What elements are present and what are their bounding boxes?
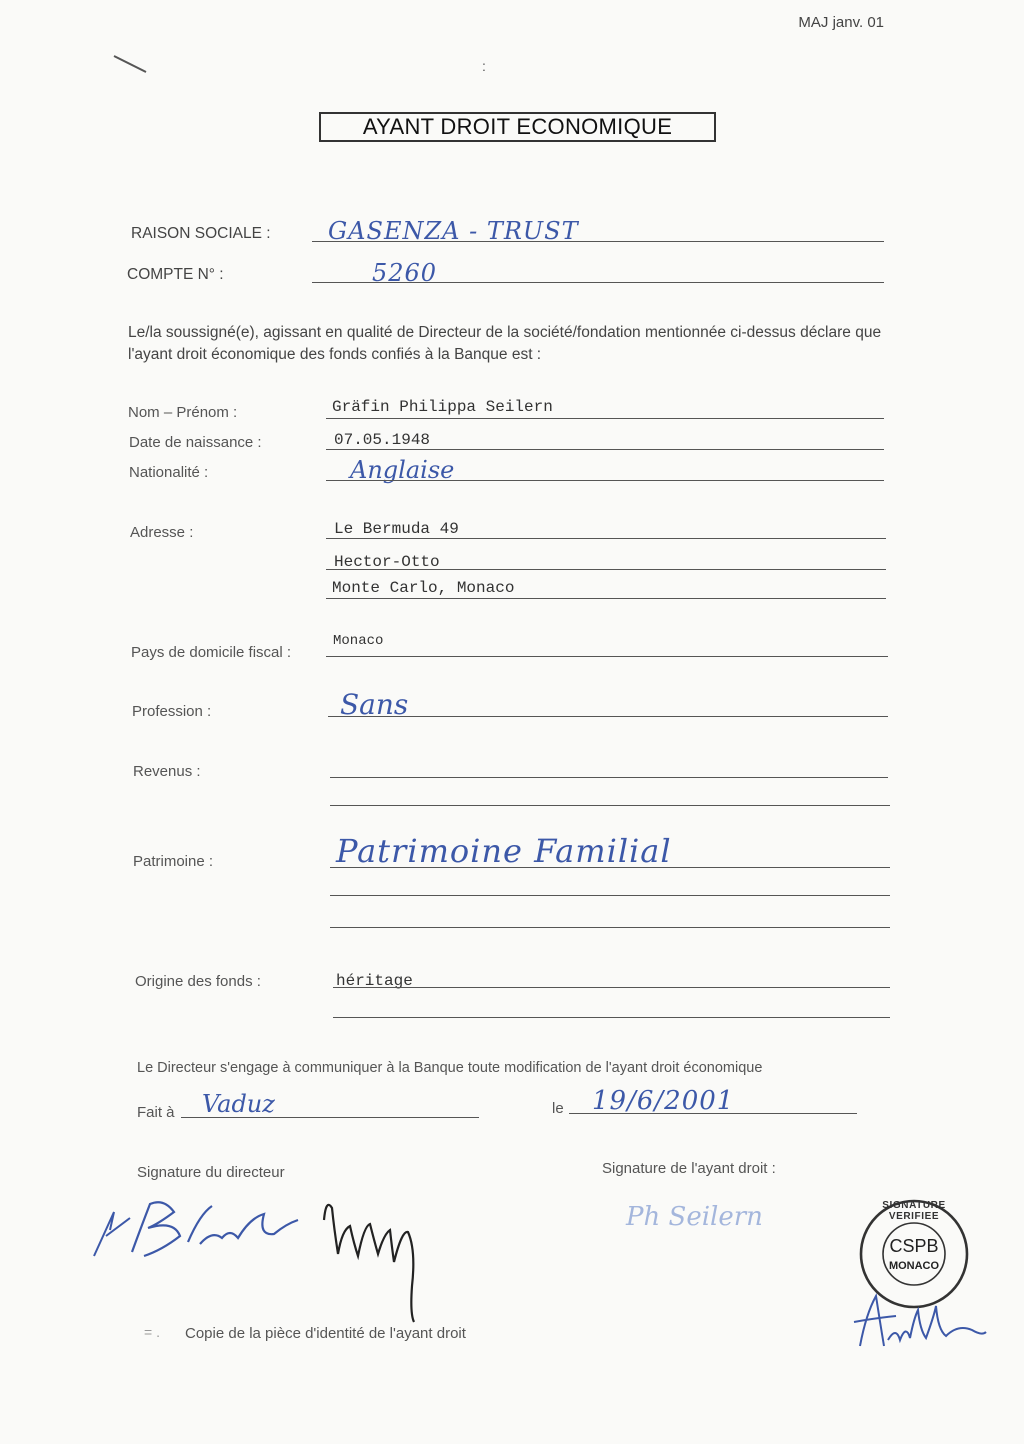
pays-line <box>326 656 888 657</box>
patrimoine-line1 <box>330 867 890 868</box>
compte-value: 5260 <box>372 259 438 287</box>
adresse-label: Adresse : <box>130 524 194 541</box>
director-signature-label: Signature du directeur <box>137 1164 285 1181</box>
fait-label: Fait à <box>137 1104 175 1121</box>
raison-sociale-value: GASENZA - TRUST <box>328 217 579 245</box>
pays-label: Pays de domicile fiscal : <box>131 644 292 661</box>
stamp-sub-text: MONACO <box>888 1260 940 1272</box>
raison-sociale-label: RAISON SOCIALE : <box>131 225 271 242</box>
adresse-line3-value: Monte Carlo, Monaco <box>332 579 515 597</box>
fait-line <box>181 1117 479 1118</box>
adresse-line3 <box>326 598 886 599</box>
origine-line2 <box>333 1017 890 1018</box>
nom-value: Gräfin Philippa Seilern <box>332 398 553 416</box>
document-title: AYANT DROIT ECONOMIQUE <box>319 112 716 142</box>
nationalite-value: Anglaise <box>350 456 455 484</box>
compte-label: COMPTE N° : <box>127 266 224 283</box>
checkbox-mark: = . <box>144 1324 160 1340</box>
fait-value: Vaduz <box>202 1090 275 1118</box>
revision-note: MAJ janv. 01 <box>798 14 884 31</box>
patrimoine-line2 <box>330 895 890 896</box>
director-signatures-image <box>88 1190 433 1330</box>
date-value: 19/6/2001 <box>592 1086 735 1116</box>
stamp-center-text: CSPB <box>889 1236 939 1256</box>
patrimoine-label: Patrimoine : <box>133 853 214 870</box>
profession-label: Profession : <box>132 703 212 720</box>
adresse-line1-value: Le Bermuda 49 <box>334 520 459 538</box>
origine-line1 <box>333 987 890 988</box>
scan-mark <box>110 52 152 76</box>
origine-value: héritage <box>336 972 413 990</box>
naissance-line <box>326 449 884 450</box>
nom-line <box>326 418 884 419</box>
scan-dots: : <box>482 58 486 74</box>
nom-label: Nom – Prénom : <box>128 404 238 421</box>
compte-line <box>312 282 884 283</box>
copy-note: Copie de la pièce d'identité de l'ayant droit <box>185 1325 466 1342</box>
profession-value: Sans <box>340 688 409 721</box>
stamp-initials-image <box>846 1276 996 1366</box>
beneficiary-signature: Ph Seilern <box>626 1202 763 1232</box>
revenus-label: Revenus : <box>133 763 201 780</box>
patrimoine-value: Patrimoine Familial <box>336 832 672 870</box>
profession-line <box>328 716 888 717</box>
beneficiary-signature-label: Signature de l'ayant droit : <box>602 1160 776 1177</box>
naissance-value: 07.05.1948 <box>334 431 431 449</box>
revenus-line2 <box>330 805 890 806</box>
stamp-top-text: SIGNATURE VERIFIEE <box>882 1200 946 1222</box>
origine-label: Origine des fonds : <box>135 973 261 990</box>
adresse-line2-value: Hector-Otto <box>334 553 440 571</box>
nationalite-label: Nationalité : <box>129 464 209 481</box>
revenus-line1 <box>330 777 888 778</box>
pays-value: Monaco <box>333 633 384 649</box>
commitment-text: Le Directeur s'engage à communiquer à la Banque toute modification de l'ayant droit économique <box>137 1060 763 1076</box>
date-line <box>569 1113 857 1114</box>
adresse-line2 <box>326 569 886 570</box>
declaration-text: Le/la soussigné(e), agissant en qualité de Directeur de la société/fondation mentionnée ci-dessus déclare que l'ayant droit économique des fonds confiés à la Banque est : <box>128 324 882 363</box>
naissance-label: Date de naissance : <box>129 434 262 451</box>
raison-sociale-line <box>312 241 884 242</box>
nationalite-line <box>326 480 884 481</box>
patrimoine-line3 <box>330 927 890 928</box>
le-label: le <box>552 1100 564 1117</box>
adresse-line1 <box>326 538 886 539</box>
